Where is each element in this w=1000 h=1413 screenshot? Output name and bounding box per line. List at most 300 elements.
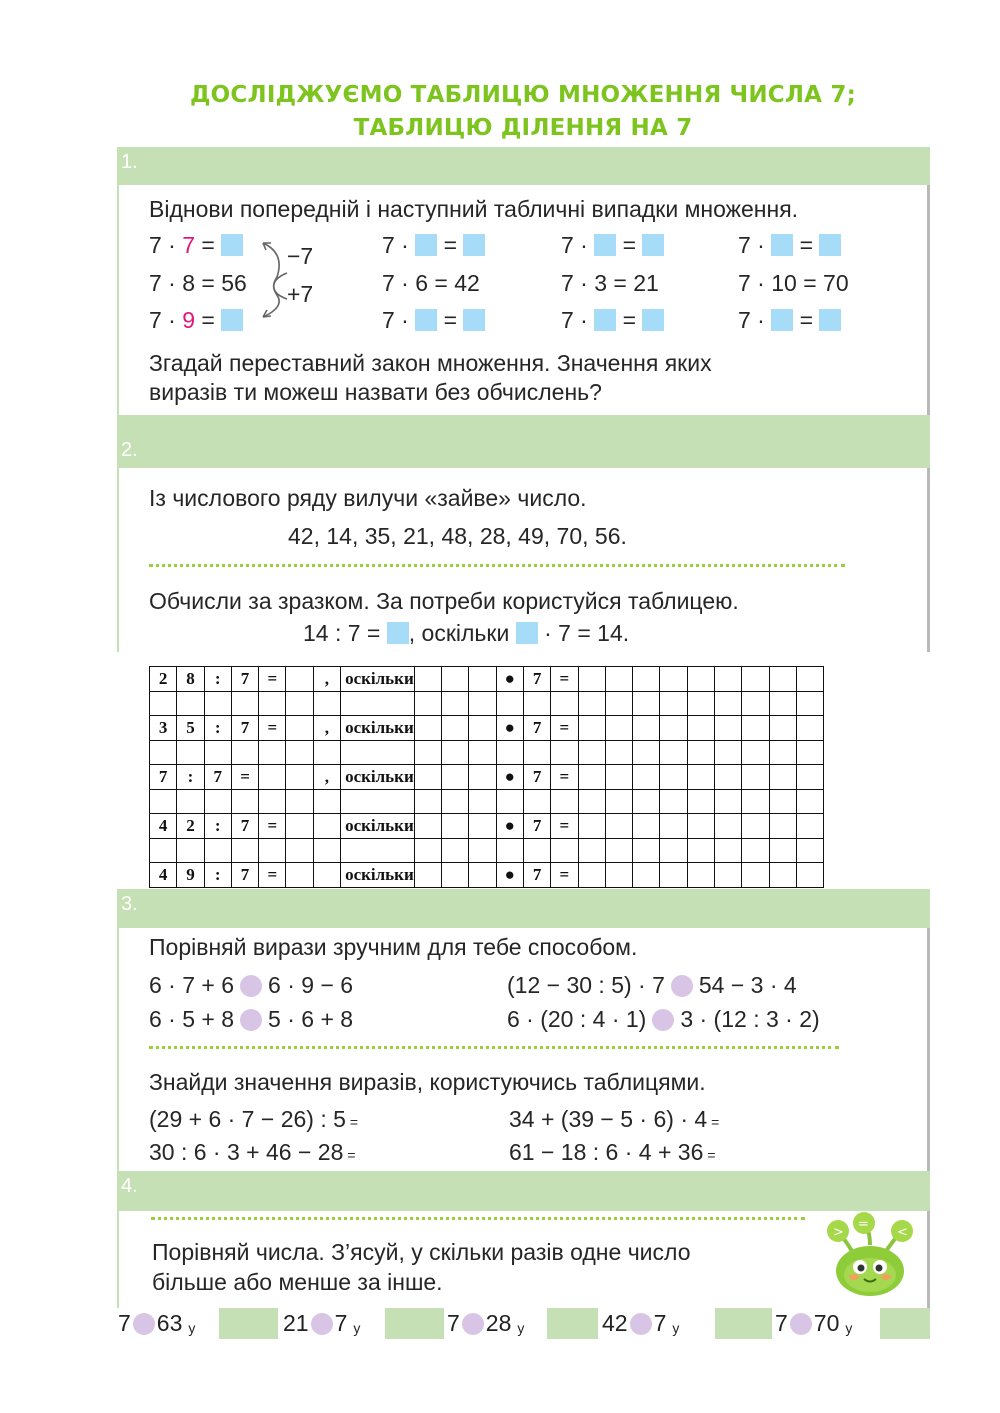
c2-row3 (382, 307, 485, 334)
grid-empty-cell[interactable] (150, 691, 177, 716)
grid-empty-cell[interactable] (414, 838, 441, 863)
grid-word-cell: оскільки (341, 863, 415, 888)
grid-empty-cell[interactable] (605, 716, 632, 741)
grid-empty-cell[interactable] (551, 789, 578, 814)
grid-empty-cell[interactable] (578, 691, 605, 716)
grid-empty-cell[interactable] (687, 814, 714, 839)
grid-empty-cell[interactable] (605, 789, 632, 814)
grid-cell: 7 (523, 667, 550, 692)
grid-cell: 7 (231, 863, 258, 888)
grid-empty-cell[interactable] (742, 814, 769, 839)
compare-a: 42 (602, 1310, 628, 1336)
grid-empty-cell[interactable] (231, 740, 258, 765)
grid-empty-cell[interactable] (742, 789, 769, 814)
grid-empty-cell[interactable] (660, 814, 687, 839)
grid-answer-cell[interactable] (469, 863, 496, 888)
answer-box[interactable] (415, 309, 437, 331)
grid-answer-cell[interactable] (259, 765, 286, 790)
grid-empty-cell[interactable] (687, 765, 714, 790)
grid-empty-cell[interactable] (742, 691, 769, 716)
grid-answer-cell[interactable] (469, 814, 496, 839)
compare-item-3 (447, 1308, 524, 1339)
grid-empty-cell[interactable] (341, 838, 415, 863)
grid-empty-cell[interactable] (715, 838, 742, 863)
grid-answer-cell[interactable] (442, 863, 469, 888)
expr-e3 (509, 1106, 719, 1133)
grid-empty-cell[interactable] (523, 691, 550, 716)
grid-empty-cell[interactable] (605, 667, 632, 692)
grid-cell: 7 (231, 667, 258, 692)
grid-empty-cell[interactable] (177, 789, 204, 814)
grid-cell: 7 (523, 765, 550, 790)
grid-empty-cell[interactable] (204, 740, 231, 765)
example-part-b: , оскільки (408, 620, 510, 646)
section3-instruction1: Порівняй вирази зручним для тебе способом. (149, 934, 638, 960)
grid-empty-cell[interactable] (660, 789, 687, 814)
grid-empty-cell[interactable] (605, 814, 632, 839)
section3-header (117, 889, 930, 928)
expr-e1 (149, 1106, 358, 1133)
grid-cell: : (204, 814, 231, 839)
grid-empty-cell[interactable] (204, 691, 231, 716)
grid-answer-cell[interactable] (414, 863, 441, 888)
grid-empty-cell[interactable] (442, 838, 469, 863)
grid-cell: 7 (204, 765, 231, 790)
grid-empty-cell[interactable] (414, 740, 441, 765)
grid-answer-cell[interactable] (286, 765, 313, 790)
grid-empty-cell[interactable] (442, 789, 469, 814)
c3-row3-prefix: 7 · (561, 307, 588, 333)
grid-empty-cell[interactable] (742, 716, 769, 741)
grid-empty-cell[interactable] (687, 691, 714, 716)
compare-circle[interactable] (462, 1313, 484, 1335)
grid-empty-cell[interactable] (469, 740, 496, 765)
grid-empty-cell[interactable] (660, 863, 687, 888)
page-title-line1: ДОСЛІДЖУЄМО ТАБЛИЦЮ МНОЖЕННЯ ЧИСЛА 7; (190, 82, 856, 108)
grid-empty-cell[interactable] (769, 814, 796, 839)
grid-empty-cell[interactable] (633, 716, 660, 741)
grid-answer-cell[interactable] (469, 716, 496, 741)
grid-empty-cell[interactable] (633, 740, 660, 765)
grid-answer-cell[interactable] (442, 716, 469, 741)
grid-empty-cell[interactable] (715, 691, 742, 716)
dotted-divider (149, 1046, 839, 1049)
grid-answer-cell[interactable] (469, 667, 496, 692)
grid-cell: = (551, 814, 578, 839)
compare-circle[interactable] (652, 1009, 674, 1031)
grid-answer-cell[interactable] (313, 863, 340, 888)
section3-number: 3. (121, 893, 138, 915)
grid-row (150, 814, 824, 839)
grid-empty-cell[interactable] (742, 667, 769, 692)
grid-cell: : (204, 863, 231, 888)
grid-cell: = (259, 667, 286, 692)
grid-cell: 7 (523, 814, 550, 839)
grid-cell: 2 (150, 667, 177, 692)
answer-box[interactable] (387, 622, 409, 644)
grid-empty-cell[interactable] (633, 667, 660, 692)
grid-cell: = (551, 863, 578, 888)
grid-empty-cell[interactable] (578, 765, 605, 790)
grid-empty-cell[interactable] (687, 838, 714, 863)
expr-e3-text: 34 + (39 − 5 · 6) · 4 (509, 1106, 708, 1132)
minus-seven: −7 (287, 243, 314, 269)
answer-box[interactable] (221, 309, 243, 331)
compare-circle[interactable] (671, 975, 693, 997)
section2-number: 2. (121, 439, 138, 461)
grid-cell: = (551, 765, 578, 790)
grid-word-cell: оскільки (341, 667, 415, 692)
section1-question-line2: виразів ти можеш назвати без обчислень? (149, 379, 602, 405)
grid-empty-cell[interactable] (313, 838, 340, 863)
section1-instruction: Віднови попередній і наступний табличні випадки множення. (149, 196, 799, 222)
grid-empty-cell[interactable] (715, 716, 742, 741)
grid-empty-cell[interactable] (150, 789, 177, 814)
c2-row1-eq: = (443, 232, 458, 258)
grid-empty-cell[interactable] (769, 667, 796, 692)
grid-empty-cell[interactable] (660, 667, 687, 692)
expr-e2 (149, 1139, 356, 1166)
c4-row3 (738, 307, 841, 334)
grid-empty-cell[interactable] (715, 814, 742, 839)
grid-empty-cell[interactable] (796, 814, 823, 839)
grid-empty-cell[interactable] (687, 740, 714, 765)
grid-empty-cell[interactable] (286, 691, 313, 716)
section4-panel (117, 1211, 930, 1308)
grid-empty-cell[interactable] (341, 789, 415, 814)
grid-empty-cell[interactable] (660, 716, 687, 741)
grid-empty-cell[interactable] (715, 789, 742, 814)
grid-cell: = (259, 716, 286, 741)
grid-empty-cell[interactable] (578, 667, 605, 692)
compare-circle[interactable] (630, 1313, 652, 1335)
grid-empty-cell[interactable] (286, 838, 313, 863)
grid-empty-cell[interactable] (259, 691, 286, 716)
grid-cell: 9 (177, 863, 204, 888)
answer-box[interactable] (642, 234, 664, 256)
grid-empty-cell[interactable] (341, 740, 415, 765)
grid-empty-cell[interactable] (496, 789, 523, 814)
grid-cell: = (231, 765, 258, 790)
grid-empty-cell[interactable] (633, 691, 660, 716)
c3-row1-prefix: 7 · (561, 232, 588, 258)
grid-empty-cell[interactable] (605, 740, 632, 765)
c1-row3-eq: = (195, 307, 215, 333)
grid-answer-cell[interactable] (442, 765, 469, 790)
c3-row3-eq: = (622, 307, 637, 333)
grid-empty-cell[interactable] (313, 691, 340, 716)
answer-box[interactable] (594, 234, 616, 256)
section1-number: 1. (121, 151, 138, 173)
grid-empty-cell[interactable] (796, 765, 823, 790)
grid-empty-cell[interactable] (496, 691, 523, 716)
grid-empty-cell[interactable] (742, 740, 769, 765)
grid-cell: ● (496, 667, 523, 692)
grid-empty-cell[interactable] (551, 838, 578, 863)
grid-empty-cell[interactable] (633, 838, 660, 863)
expr-e2-text: 30 : 6 · 3 + 46 − 28 (149, 1139, 344, 1165)
grid-empty-cell[interactable] (769, 716, 796, 741)
grid-empty-cell[interactable] (150, 740, 177, 765)
grid-cell: 5 (177, 716, 204, 741)
grid-cell: : (204, 667, 231, 692)
compare-circle[interactable] (790, 1313, 812, 1335)
compare-circle[interactable] (133, 1313, 155, 1335)
expr-e2-eq: = (347, 1147, 356, 1163)
grid-empty-cell[interactable] (523, 789, 550, 814)
grid-cell: 7 (231, 814, 258, 839)
grid-empty-cell[interactable] (469, 789, 496, 814)
grid-empty-cell[interactable] (605, 765, 632, 790)
compare-circle[interactable] (240, 1009, 262, 1031)
grid-empty-cell[interactable] (578, 789, 605, 814)
compare-b: 70 (813, 1310, 840, 1336)
grid-empty-cell[interactable] (231, 838, 258, 863)
example-part-a: 14 : 7 = (303, 620, 381, 646)
c2-row3-prefix: 7 · (382, 307, 409, 333)
calculation-grid (149, 666, 824, 888)
c3-row3 (561, 307, 664, 334)
grid-cell: 3 (150, 716, 177, 741)
answer-box[interactable] (516, 622, 538, 644)
grid-row-blank (150, 740, 824, 765)
grid-cell: 8 (177, 667, 204, 692)
grid-empty-cell[interactable] (578, 740, 605, 765)
grid-empty-cell[interactable] (259, 789, 286, 814)
c4-row1 (738, 232, 841, 259)
grid-empty-cell[interactable] (578, 716, 605, 741)
grid-cell: 7 (150, 765, 177, 790)
section1-header (117, 147, 930, 185)
grid-empty-cell[interactable] (259, 838, 286, 863)
svg-text:<: < (897, 1225, 908, 1240)
answer-box[interactable] (463, 234, 485, 256)
grid-empty-cell[interactable] (796, 667, 823, 692)
grid-empty-cell[interactable] (687, 789, 714, 814)
grid-empty-cell[interactable] (742, 863, 769, 888)
grid-empty-cell[interactable] (633, 789, 660, 814)
section2-instruction1: Із числового ряду вилучи «зайве» число. (149, 485, 587, 511)
section1-question-line1: Згадай переставний закон множення. Значення яких (149, 350, 712, 376)
grid-empty-cell[interactable] (715, 863, 742, 888)
grid-empty-cell[interactable] (660, 765, 687, 790)
grid-empty-cell[interactable] (341, 691, 415, 716)
grid-empty-cell[interactable] (578, 814, 605, 839)
grid-empty-cell[interactable] (660, 691, 687, 716)
grid-empty-cell[interactable] (313, 789, 340, 814)
grid-empty-cell[interactable] (286, 789, 313, 814)
grid-word-cell: оскільки (341, 814, 415, 839)
grid-empty-cell[interactable] (769, 789, 796, 814)
grid-cell: = (259, 863, 286, 888)
answer-box[interactable] (594, 309, 616, 331)
grid-empty-cell[interactable] (769, 691, 796, 716)
grid-cell: 7 (231, 716, 258, 741)
grid-empty-cell[interactable] (523, 838, 550, 863)
grid-answer-cell[interactable] (313, 814, 340, 839)
grid-empty-cell[interactable] (796, 691, 823, 716)
grid-row (150, 716, 824, 741)
grid-empty-cell[interactable] (177, 740, 204, 765)
compare-row-a (149, 972, 353, 999)
grid-empty-cell[interactable] (469, 691, 496, 716)
grid-empty-cell[interactable] (660, 740, 687, 765)
grid-empty-cell[interactable] (796, 863, 823, 888)
grid-empty-cell[interactable] (551, 740, 578, 765)
grid-cell: = (259, 814, 286, 839)
svg-text:=: = (858, 1217, 869, 1232)
grid-empty-cell[interactable] (414, 691, 441, 716)
grid-empty-cell[interactable] (687, 863, 714, 888)
answer-box[interactable] (463, 309, 485, 331)
compare-circle[interactable] (240, 975, 262, 997)
grid-row-blank (150, 838, 824, 863)
grid-empty-cell[interactable] (496, 838, 523, 863)
compare-b: 63 (156, 1310, 183, 1336)
expr-e4 (509, 1139, 716, 1166)
grid-empty-cell[interactable] (715, 740, 742, 765)
grid-row (150, 765, 824, 790)
grid-cell: ● (496, 765, 523, 790)
answer-box[interactable] (771, 309, 793, 331)
grid-empty-cell[interactable] (796, 789, 823, 814)
grid-word-cell: оскільки (341, 716, 415, 741)
grid-empty-cell[interactable] (633, 863, 660, 888)
grid-empty-cell[interactable] (796, 716, 823, 741)
grid-empty-cell[interactable] (204, 789, 231, 814)
grid-answer-cell[interactable] (469, 765, 496, 790)
grid-empty-cell[interactable] (796, 838, 823, 863)
grid-empty-cell[interactable] (204, 838, 231, 863)
expr-e4-eq: = (707, 1147, 716, 1163)
compare-a: 7 (447, 1310, 460, 1336)
grid-empty-cell[interactable] (742, 765, 769, 790)
grid-empty-cell[interactable] (231, 691, 258, 716)
expr-a1: 6 · 7 + 6 (149, 972, 235, 998)
grid-answer-cell[interactable] (286, 814, 313, 839)
answer-box[interactable] (415, 234, 437, 256)
section4-line1: Порівняй числа. З’ясуй, у скільки разів одне число (152, 1239, 691, 1265)
grid-answer-cell[interactable] (286, 716, 313, 741)
example-line (303, 620, 629, 647)
c4-row1-prefix: 7 · (738, 232, 765, 258)
c4-row1-eq: = (799, 232, 814, 258)
grid-cell: 2 (177, 814, 204, 839)
grid-empty-cell[interactable] (769, 838, 796, 863)
grid-answer-cell[interactable] (414, 667, 441, 692)
grid-empty-cell[interactable] (578, 838, 605, 863)
grid-empty-cell[interactable] (796, 740, 823, 765)
answer-box[interactable] (642, 309, 664, 331)
grid-cell: 7 (523, 863, 550, 888)
expr-e1-text: (29 + 6 · 7 − 26) : 5 (149, 1106, 346, 1132)
grid-empty-cell[interactable] (150, 838, 177, 863)
grid-empty-cell[interactable] (633, 814, 660, 839)
grid-cell: , (313, 765, 340, 790)
grid-word-cell: оскільки (341, 765, 415, 790)
grid-answer-cell[interactable] (414, 765, 441, 790)
c4-row3-eq: = (799, 307, 814, 333)
answer-box[interactable] (221, 234, 243, 256)
c1-row1-eq: = (195, 232, 215, 258)
grid-cell: 4 (150, 814, 177, 839)
grid-empty-cell[interactable] (605, 838, 632, 863)
grid-empty-cell[interactable] (231, 789, 258, 814)
expr-d2: 3 · (12 : 3 · 2) (680, 1006, 820, 1032)
grid-empty-cell[interactable] (442, 691, 469, 716)
c1-row1 (149, 232, 243, 259)
grid-answer-cell[interactable] (414, 814, 441, 839)
section2-instruction2: Обчисли за зразком. За потреби користуйся таблицею. (149, 588, 739, 614)
expr-e3-eq: = (711, 1114, 720, 1130)
grid-empty-cell[interactable] (605, 863, 632, 888)
grid-empty-cell[interactable] (286, 740, 313, 765)
grid-empty-cell[interactable] (660, 838, 687, 863)
grid-empty-cell[interactable] (414, 789, 441, 814)
grid-empty-cell[interactable] (442, 740, 469, 765)
grid-empty-cell[interactable] (633, 765, 660, 790)
grid-empty-cell[interactable] (259, 740, 286, 765)
compare-circle[interactable] (311, 1313, 333, 1335)
grid-empty-cell[interactable] (523, 740, 550, 765)
c3-row1-eq: = (622, 232, 637, 258)
c2-row3-eq: = (443, 307, 458, 333)
grid-answer-cell[interactable] (442, 814, 469, 839)
grid-cell: ● (496, 863, 523, 888)
grid-empty-cell[interactable] (687, 667, 714, 692)
grid-empty-cell[interactable] (769, 765, 796, 790)
c1-row2: 7 · 8 = 56 (149, 270, 247, 296)
grid-empty-cell[interactable] (551, 691, 578, 716)
grid-empty-cell[interactable] (177, 691, 204, 716)
grid-empty-cell[interactable] (313, 740, 340, 765)
expr-a2: 6 · 9 − 6 (268, 972, 354, 998)
grid-empty-cell[interactable] (177, 838, 204, 863)
grid-answer-cell[interactable] (286, 863, 313, 888)
grid-answer-cell[interactable] (286, 667, 313, 692)
compare-item-1 (118, 1308, 195, 1339)
grid-empty-cell[interactable] (496, 740, 523, 765)
grid-empty-cell[interactable] (687, 716, 714, 741)
compare-a: 21 (283, 1310, 309, 1336)
answer-box[interactable] (819, 309, 841, 331)
compare-item-5 (775, 1308, 852, 1339)
answer-box[interactable] (771, 234, 793, 256)
grid-empty-cell[interactable] (769, 863, 796, 888)
c2-row1-prefix: 7 · (382, 232, 409, 258)
grid-empty-cell[interactable] (769, 740, 796, 765)
c1-row1-a: 7 · (149, 232, 183, 258)
grid-empty-cell[interactable] (715, 667, 742, 692)
grid-answer-cell[interactable] (414, 716, 441, 741)
c4-row2: 7 · 10 = 70 (738, 270, 849, 296)
grid-cell: 4 (150, 863, 177, 888)
grid-empty-cell[interactable] (469, 838, 496, 863)
grid-empty-cell[interactable] (742, 838, 769, 863)
answer-box[interactable] (819, 234, 841, 256)
number-sequence: 42, 14, 35, 21, 48, 28, 49, 70, 56. (288, 523, 627, 549)
grid-empty-cell[interactable] (715, 765, 742, 790)
c1-row3-a: 7 · (149, 307, 183, 333)
compare-b: 28 (485, 1310, 512, 1336)
grid-row-blank (150, 789, 824, 814)
c1-row3 (149, 307, 243, 334)
grid-empty-cell[interactable] (605, 691, 632, 716)
section4-number: 4. (121, 1175, 138, 1197)
grid-empty-cell[interactable] (578, 863, 605, 888)
section2-panel (117, 468, 930, 652)
grid-answer-cell[interactable] (442, 667, 469, 692)
